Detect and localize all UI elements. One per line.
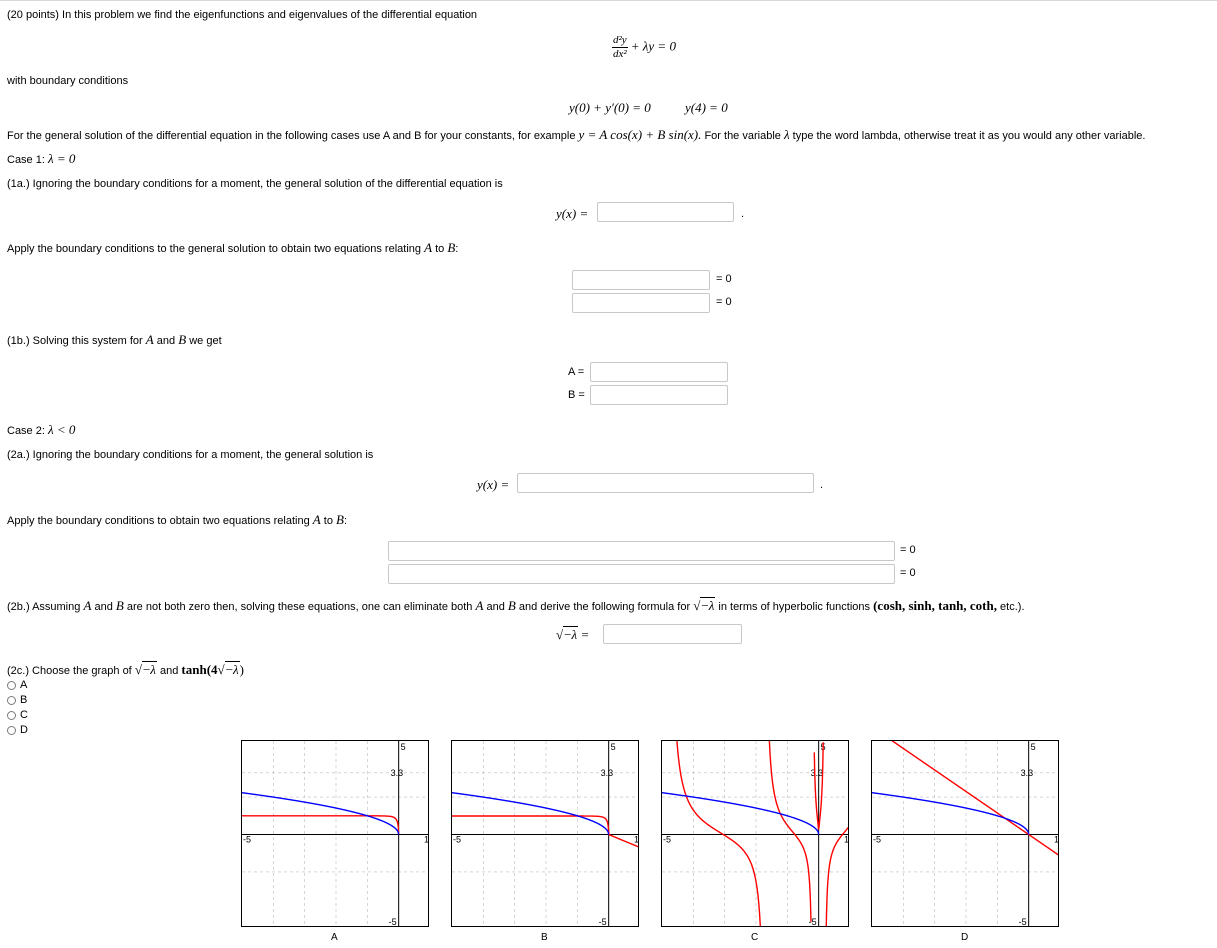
graph-B — [451, 740, 639, 927]
q2a-text: (2a.) Ignoring the boundary conditions for a moment, the general solution is — [7, 449, 374, 461]
tick-3-3: 3.3 — [810, 767, 824, 778]
option-A[interactable]: A — [7, 679, 27, 691]
tick-ymin: -5 — [598, 917, 607, 927]
period-1a: . — [741, 208, 745, 220]
red-curve — [872, 741, 1059, 856]
sqrt-lambda-input[interactable] — [603, 624, 742, 644]
tick-3-3: 3.3 — [600, 767, 614, 778]
general-instructions: For the general solution of the differential equation in the following cases use A and B for your constants, for example y = A cos(x) + B sin(x). For the variable λ type the word lambda, otherwise treat it as you would any other variable. — [7, 127, 1146, 142]
tick-xmin: -5 — [873, 834, 882, 845]
tick-3-3: 3.3 — [390, 767, 404, 778]
tick-ymax: 5 — [610, 742, 616, 752]
graph-label-D: D — [961, 932, 969, 943]
radio-A[interactable] — [7, 681, 16, 690]
graph-label-C: C — [751, 932, 759, 943]
tick-3-3: 3.3 — [1020, 767, 1034, 778]
case2-title: Case 2: λ < 0 — [7, 422, 76, 437]
equals-zero-1-2: = 0 — [716, 296, 732, 308]
apply-bc-text-1: Apply the boundary conditions to the general solution to obtain two equations relating A to B: — [7, 240, 459, 255]
q2c-text: (2c.) Choose the graph of √−λ and tanh(4√−λ) — [7, 662, 245, 677]
graph-label-A: A — [331, 932, 338, 943]
graph-C-svg — [662, 741, 849, 927]
top-border — [0, 0, 1217, 1]
blue-curve — [662, 793, 819, 835]
tick-ymax: 5 — [820, 742, 826, 752]
blue-curve — [872, 793, 1029, 835]
sqrt-lambda-label: √−λ = — [556, 627, 589, 642]
tick-ymax: 5 — [400, 742, 406, 752]
graph-B-svg — [452, 741, 639, 927]
tick-xmax: 1 — [634, 834, 640, 845]
blue-curve — [242, 793, 399, 835]
q2b-text: (2b.) Assuming A and B are not both zero then, solving these equations, one can eliminate both A and B and derive the following formula for √−λ in terms of hyperbolic functions (cosh, sinh, tanh, coth, etc.). — [7, 598, 1025, 613]
ode-equation: $\frac{\text{d²y}}{\text{dx²}}$ + λy = 0 — [613, 34, 676, 60]
general-solution-input-2a[interactable] — [517, 473, 814, 493]
graph-D — [871, 740, 1059, 927]
radio-C[interactable] — [7, 711, 16, 720]
equals-zero-2-1: = 0 — [900, 544, 916, 556]
option-D[interactable]: D — [7, 724, 28, 736]
tick-xmin: -5 — [243, 834, 252, 845]
q1a-text: (1a.) Ignoring the boundary conditions for a moment, the general solution of the differential equation is — [7, 178, 503, 190]
option-C[interactable]: C — [7, 709, 28, 721]
B-input[interactable] — [590, 385, 728, 405]
tick-xmin: -5 — [453, 834, 462, 845]
general-solution-input-1a[interactable] — [597, 202, 734, 222]
graph-label-B: B — [541, 932, 548, 943]
tick-ymin: -5 — [808, 917, 817, 927]
A-input[interactable] — [590, 362, 728, 382]
graph-A-svg — [242, 741, 429, 927]
graph-D-svg — [872, 741, 1059, 927]
radio-D[interactable] — [7, 726, 16, 735]
bc2: y(4) = 0 — [685, 100, 728, 115]
bc-equation-input-1-2[interactable] — [572, 293, 710, 313]
red-curve — [452, 816, 639, 847]
q1b-text: (1b.) Solving this system for A and B we get — [7, 332, 222, 347]
tick-xmax: 1 — [1054, 834, 1060, 845]
apply-bc-text-2: Apply the boundary conditions to obtain two equations relating A to B: — [7, 512, 348, 527]
tick-ymin: -5 — [388, 917, 397, 927]
A-label: A = — [568, 366, 585, 378]
option-B[interactable]: B — [7, 694, 27, 706]
period-2a: . — [820, 479, 824, 491]
tick-ymax: 5 — [1030, 742, 1036, 752]
case1-title: Case 1: λ = 0 — [7, 151, 76, 166]
y-label-2a: y(x) = — [477, 477, 510, 492]
B-label: B = — [568, 389, 585, 401]
tick-xmax: 1 — [844, 834, 850, 845]
intro-text: (20 points) In this problem we find the eigenfunctions and eigenvalues of the differential equation — [7, 9, 478, 21]
tick-ymin: -5 — [1018, 917, 1027, 927]
radio-B[interactable] — [7, 696, 16, 705]
bc-equation-input-1-1[interactable] — [572, 270, 710, 290]
bc-equation-input-2-1[interactable] — [388, 541, 895, 561]
equals-zero-2-2: = 0 — [900, 567, 916, 579]
with-bc-text: with boundary conditions — [7, 75, 129, 87]
blue-curve — [452, 793, 609, 835]
tick-xmax: 1 — [424, 834, 430, 845]
graph-A — [241, 740, 429, 927]
graph-C — [661, 740, 849, 927]
bc-equation-input-2-2[interactable] — [388, 564, 895, 584]
tick-xmin: -5 — [663, 834, 672, 845]
bc1: y(0) + y′(0) = 0 — [569, 100, 651, 115]
y-label-1a: y(x) = — [556, 206, 589, 221]
equals-zero-1-1: = 0 — [716, 273, 732, 285]
